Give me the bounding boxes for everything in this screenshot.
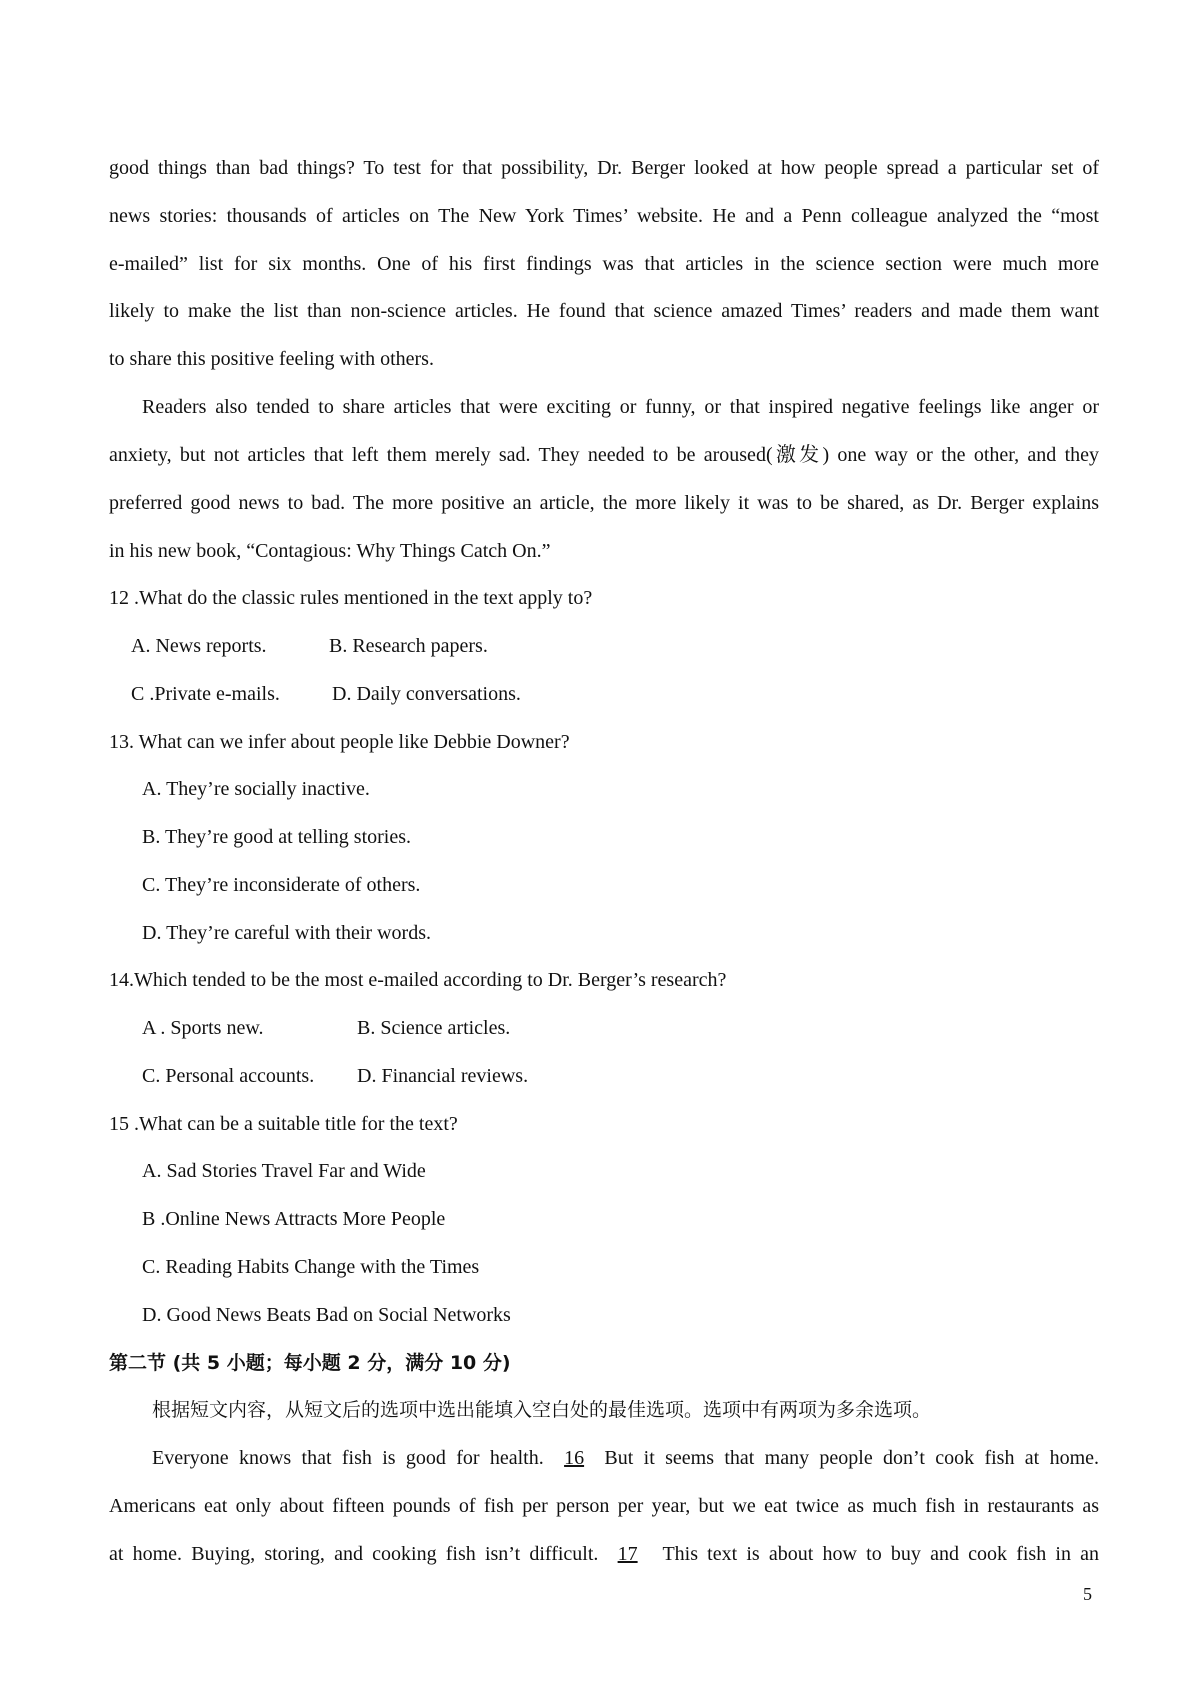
blank-16: 16	[564, 1447, 585, 1469]
option-b: B. Science articles.	[357, 1017, 511, 1039]
option-b: B. Research papers.	[329, 635, 488, 657]
passage-line: in his new book, “Contagious: Why Things Catch On.”	[109, 540, 551, 562]
passage-line: good things than bad things? To test for that possibility, Dr. Berger looked at how people spread a particular set of	[109, 157, 1099, 179]
option-d: D. Financial reviews.	[357, 1065, 529, 1087]
option-c: C. Personal accounts.	[142, 1065, 315, 1087]
question-14-options-row1	[142, 1014, 1132, 1042]
cloze-text: But it seems that many people don’t cook fish at home.	[604, 1447, 1100, 1469]
cloze-line-2: Americans eat only about fifteen pounds of fish per person per year, but we eat twice as much fish in restaurants as	[109, 1495, 1099, 1517]
question-15-stem: 15 .What can be a suitable title for the text?	[109, 1113, 458, 1135]
cloze-text: This text is about how to buy and cook fish in an	[662, 1543, 1100, 1565]
question-14-options-row2	[142, 1062, 1132, 1090]
page-number: 5	[1083, 1584, 1092, 1604]
passage-line: e-mailed” list for six months. One of his first findings was that articles in the science section were much more	[109, 253, 1099, 275]
question-12-stem: 12 .What do the classic rules mentioned in the text apply to?	[109, 587, 593, 609]
option-c: C. Reading Habits Change with the Times	[142, 1256, 480, 1278]
question-12-options-row1	[131, 632, 1121, 660]
section-heading: 第二节 (共 5 小题；每小题 2 分，满分 10 分)	[109, 1352, 511, 1374]
passage-line: anxiety, but not articles that left them merely sad. They needed to be aroused(激发) one way or the other, and they	[109, 444, 1099, 466]
passage-line: likely to make the list than non-science articles. He found that science amazed Times’ readers and made them want	[109, 300, 1099, 322]
question-12-options-row2	[131, 680, 1121, 708]
cloze-line-1	[152, 1444, 1099, 1472]
question-14-stem: 14.Which tended to be the most e-mailed according to Dr. Berger’s research?	[109, 969, 727, 991]
option-a: A. They’re socially inactive.	[142, 778, 370, 800]
passage-line: to share this positive feeling with others.	[109, 348, 434, 370]
option-c: C. They’re inconsiderate of others.	[142, 874, 421, 896]
section-instruction: 根据短文内容，从短文后的选项中选出能填入空白处的最佳选项。选项中有两项为多余选项。	[152, 1399, 932, 1421]
cloze-text: Everyone knows that fish is good for health.	[152, 1447, 544, 1469]
question-13-stem: 13. What can we infer about people like Debbie Downer?	[109, 731, 570, 753]
option-a: A. Sad Stories Travel Far and Wide	[142, 1160, 426, 1182]
cloze-line-3	[109, 1540, 1099, 1568]
option-d: D. They’re careful with their words.	[142, 922, 431, 944]
passage-line: Readers also tended to share articles that were exciting or funny, or that inspired negative feelings like anger or	[142, 396, 1099, 418]
option-a: A . Sports new.	[142, 1017, 264, 1039]
blank-17: 17	[617, 1543, 638, 1565]
option-d: D. Good News Beats Bad on Social Networks	[142, 1304, 511, 1326]
option-a: A. News reports.	[131, 635, 267, 657]
option-b: B .Online News Attracts More People	[142, 1208, 446, 1230]
option-d: D. Daily conversations.	[332, 683, 521, 705]
passage-line: preferred good news to bad. The more positive an article, the more likely it was to be shared, as Dr. Berger explains	[109, 492, 1099, 514]
option-b: B. They’re good at telling stories.	[142, 826, 412, 848]
cloze-text: at home. Buying, storing, and cooking fish isn’t difficult.	[109, 1543, 599, 1565]
passage-line: news stories: thousands of articles on The New York Times’ website. He and a Penn colleague analyzed the “most	[109, 205, 1099, 227]
option-c: C .Private e-mails.	[131, 683, 280, 705]
